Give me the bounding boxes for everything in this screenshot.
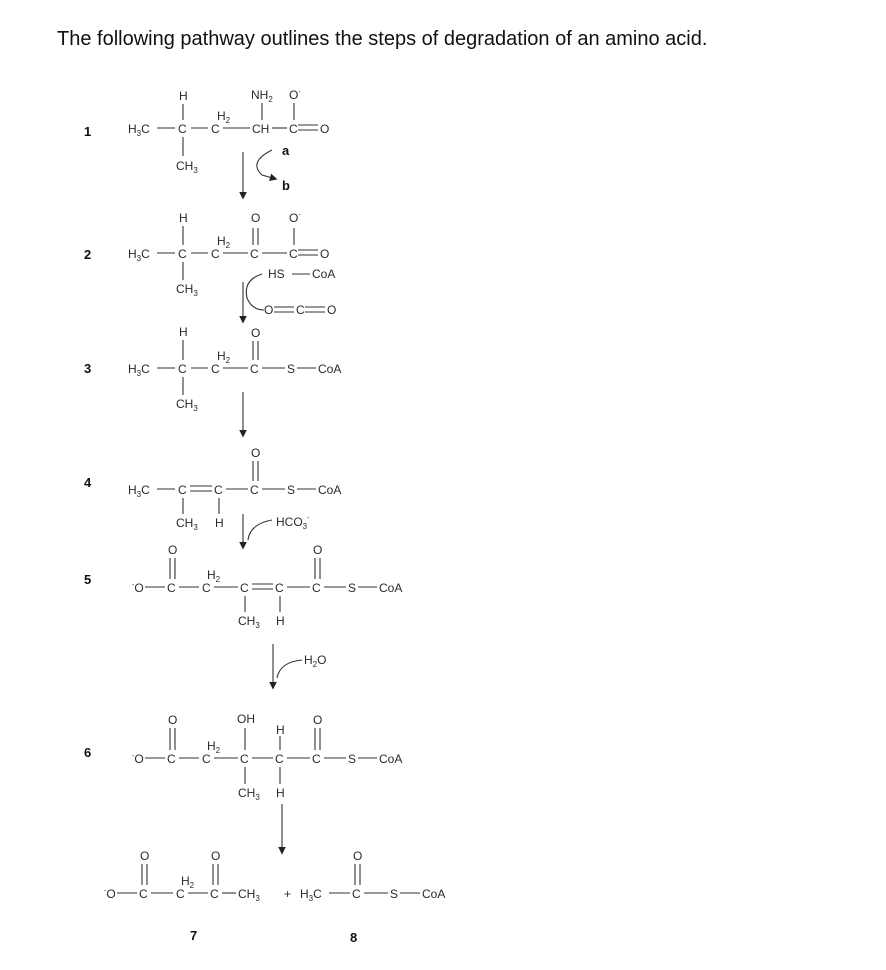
- atom-h3c: $H_3C$: [128, 362, 150, 378]
- atom-c: C: [176, 887, 185, 901]
- atom-o-minus: O-: [289, 88, 301, 102]
- atom-o-minus: -O: [132, 752, 144, 766]
- atom-s: S: [287, 362, 296, 376]
- atom-ch3: $CH_3$: [176, 397, 198, 413]
- atom-s: S: [348, 581, 357, 595]
- atom-o: O: [353, 849, 363, 863]
- atom-o: O: [168, 713, 178, 727]
- compound-7-structure: [104, 849, 260, 903]
- atom-c: C: [178, 483, 187, 497]
- atom-h2: $H_2$: [217, 349, 231, 365]
- step-2-arrow: [243, 267, 336, 322]
- step-label-b: b: [282, 178, 290, 193]
- atom-o: O: [320, 247, 330, 261]
- atom-coa: CoA: [379, 752, 403, 766]
- atom-h3c: $H_3C$: [128, 122, 150, 138]
- atom-o: O: [168, 543, 178, 557]
- step-label-a: a: [282, 143, 290, 158]
- compound-2-structure: [128, 211, 329, 298]
- compound-number-6: 6: [84, 745, 92, 760]
- atom-c: C: [202, 752, 211, 766]
- compound-6-structure: [132, 712, 402, 802]
- atom-s: S: [348, 752, 357, 766]
- atom-h2: $H_2$: [217, 109, 231, 125]
- reagent-coa: CoA: [312, 267, 336, 281]
- atom-c: C: [312, 752, 321, 766]
- atom-c: C: [211, 122, 220, 136]
- atom-c: C: [211, 362, 220, 376]
- atom-c: C: [178, 122, 187, 136]
- atom-c: C: [167, 752, 176, 766]
- atom-coa: CoA: [422, 887, 446, 901]
- atom-c: C: [178, 247, 187, 261]
- atom-c: C: [139, 887, 148, 901]
- question-text: The following pathway outlines the steps of degradation of an amino acid.: [57, 28, 708, 50]
- atom-c: C: [250, 483, 259, 497]
- atom-c: C: [312, 581, 321, 595]
- atom-c: C: [250, 362, 259, 376]
- atom-s: S: [390, 887, 399, 901]
- compound-3-structure: [128, 325, 341, 413]
- atom-o-minus: -O: [104, 887, 116, 901]
- atom-c: C: [275, 752, 284, 766]
- atom-nh2: $NH_2$: [251, 88, 273, 104]
- atom-ch3: $CH_3$: [176, 282, 198, 298]
- atom-c: C: [250, 247, 259, 261]
- compound-number-8: 8: [350, 930, 358, 945]
- atom-ch3: $CH_3$: [238, 887, 260, 903]
- atom-h2: $H_2$: [217, 234, 231, 250]
- atom-h2: $H_2$: [181, 874, 195, 890]
- atom-o: O: [251, 211, 261, 225]
- atom-c: C: [275, 581, 284, 595]
- reagent-h2o: $H_2O$: [304, 653, 327, 669]
- compound-number-3: 3: [84, 361, 92, 376]
- compound-5-structure: [132, 543, 402, 630]
- compound-number-4: 4: [84, 475, 92, 490]
- atom-h: H: [179, 211, 188, 225]
- compound-1-structure: [128, 88, 329, 175]
- atom-h3c: $H_3C$: [300, 887, 322, 903]
- atom-h: H: [179, 325, 188, 339]
- co2-o-left: O: [264, 303, 274, 317]
- reagent-hs: HS: [268, 267, 285, 281]
- reagent-hco3: $HCO_3^-$: [276, 515, 310, 531]
- compound-number-7: 7: [190, 928, 198, 943]
- atom-c: C: [240, 752, 249, 766]
- atom-h: H: [215, 516, 224, 530]
- atom-o: O: [251, 446, 261, 460]
- step-5-arrow: [273, 644, 326, 688]
- compound-number-1: 1: [84, 124, 92, 139]
- compound-number-2: 2: [84, 247, 92, 262]
- atom-o: O: [140, 849, 150, 863]
- compound-number-5: 5: [84, 572, 92, 587]
- atom-h: H: [276, 786, 285, 800]
- atom-h2: $H_2$: [207, 739, 221, 755]
- atom-c: C: [289, 122, 298, 136]
- step-1-arrow: [243, 143, 290, 198]
- atom-coa: CoA: [318, 483, 342, 497]
- atom-o-minus: O-: [289, 211, 301, 225]
- co2-o-right: O: [327, 303, 337, 317]
- atom-h3c: $H_3C$: [128, 247, 150, 263]
- atom-o-minus: -O: [132, 581, 144, 595]
- atom-c: C: [211, 247, 220, 261]
- atom-c: C: [289, 247, 298, 261]
- atom-c: C: [202, 581, 211, 595]
- atom-h: H: [276, 614, 285, 628]
- atom-o: O: [320, 122, 330, 136]
- atom-o: O: [211, 849, 221, 863]
- atom-o: O: [313, 543, 323, 557]
- atom-oh: OH: [237, 712, 255, 726]
- atom-h: H: [276, 723, 285, 737]
- compound-8-structure: [300, 849, 445, 903]
- atom-ch3: $CH_3$: [238, 786, 260, 802]
- atom-c: C: [210, 887, 219, 901]
- plus-sign: +: [284, 887, 292, 901]
- atom-ch3: $CH_3$: [176, 516, 198, 532]
- atom-o: O: [251, 326, 261, 340]
- atom-c: C: [352, 887, 361, 901]
- step-4-arrow: [243, 514, 310, 548]
- atom-ch: CH: [252, 122, 270, 136]
- atom-coa: CoA: [318, 362, 342, 376]
- atom-ch3: $CH_3$: [238, 614, 260, 630]
- atom-h3c: $H_3C$: [128, 483, 150, 499]
- atom-c: C: [214, 483, 223, 497]
- atom-o: O: [313, 713, 323, 727]
- atom-c: C: [240, 581, 249, 595]
- co2-c: C: [296, 303, 305, 317]
- atom-h2: $H_2$: [207, 568, 221, 584]
- atom-s: S: [287, 483, 296, 497]
- atom-coa: CoA: [379, 581, 403, 595]
- atom-c: C: [167, 581, 176, 595]
- atom-h: H: [179, 89, 188, 103]
- atom-ch3: $CH_3$: [176, 159, 198, 175]
- atom-c: C: [178, 362, 187, 376]
